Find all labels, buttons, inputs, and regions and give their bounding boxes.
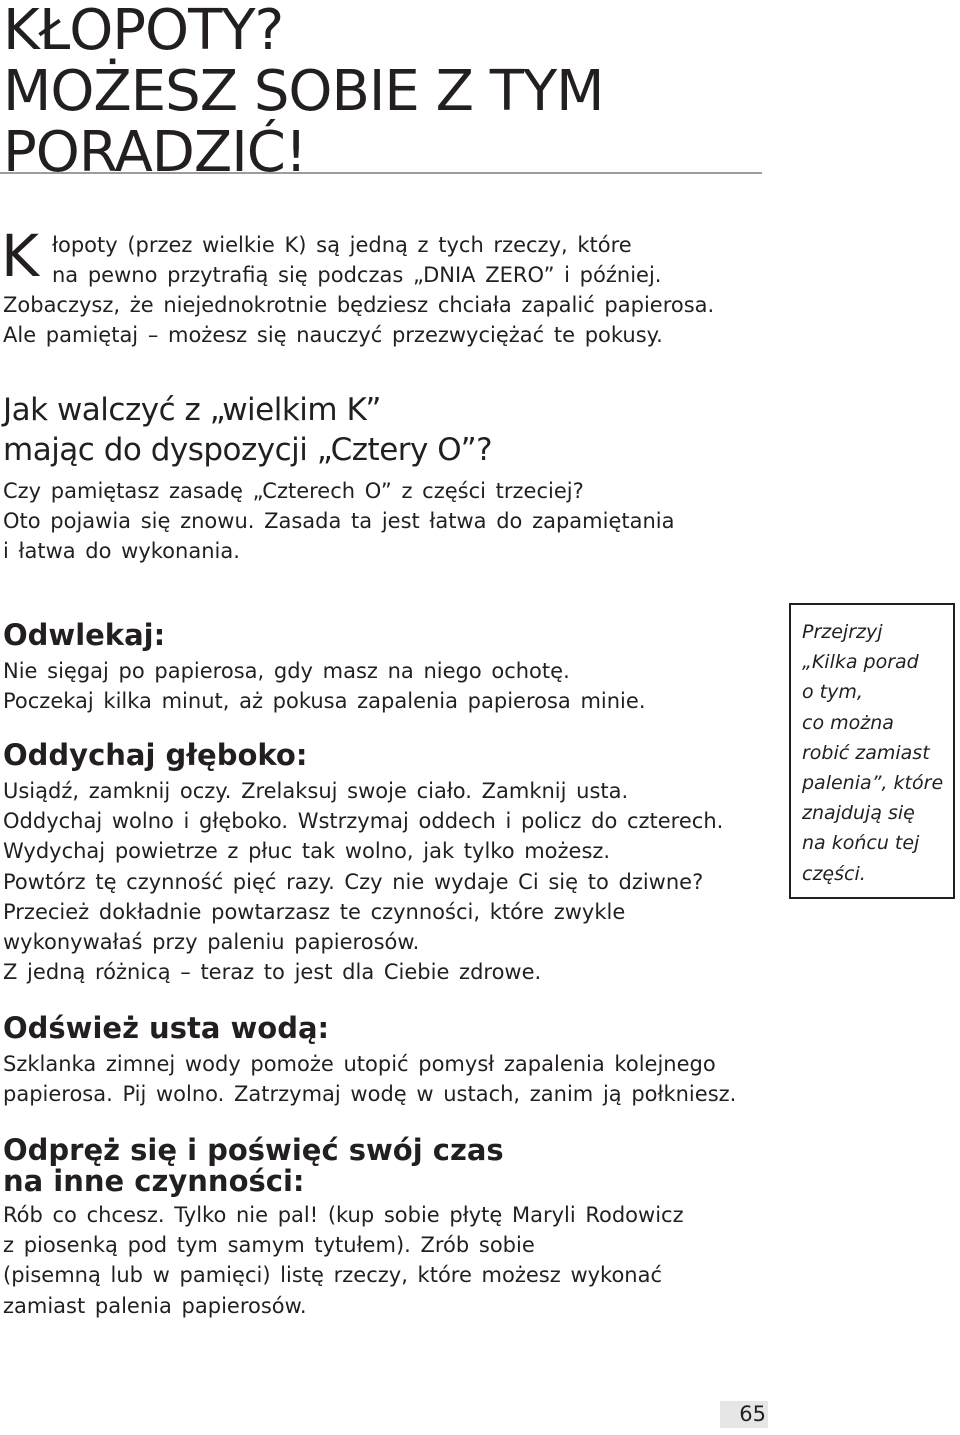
section-heading-relax	[3, 1135, 504, 1197]
intro-dropcap: K	[1, 222, 40, 290]
section-body-water	[3, 1049, 736, 1109]
intro-line: Zobaczysz, że niejednokrotnie będziesz chciała zapalić papierosa.	[3, 293, 715, 317]
section-heading-line: Odpręż się i poświęć swój czas	[3, 1133, 504, 1167]
sidebar-line: „Kilka porad	[802, 651, 919, 674]
sidebar-line: o tym,	[802, 681, 863, 704]
intro-line: łopoty (przez wielkie K) są jedną z tych rzeczy, które	[52, 233, 632, 257]
intro-paragraph-rest	[3, 290, 714, 350]
title-line-1: KŁOPOTY?	[3, 0, 284, 63]
section-line: z piosenką pod tym samym tytułem). Zrób sobie	[3, 1233, 535, 1258]
sidebar-line: części.	[802, 862, 866, 885]
section-line: papierosa. Pij wolno. Zatrzymaj wodę w ustach, zanim ją połkniesz.	[3, 1082, 737, 1107]
section-line: Szklanka zimnej wody pomoże utopić pomysł zapalenia kolejnego	[3, 1052, 716, 1076]
section-line: Rób co chcesz. Tylko nie pal! (kup sobie płytę Maryli Rodowicz	[3, 1203, 684, 1227]
section-line: Powtórz tę czynność pięć razy. Czy nie wydaje Ci się to dziwne?	[3, 869, 704, 894]
section-heading-line: na inne czynności:	[3, 1164, 305, 1198]
section-heading-line: Oddychaj głęboko:	[3, 738, 308, 772]
rule-line: Czy pamiętasz zasadę „Czterech O” z części trzeciej?	[3, 479, 584, 503]
section-heading-water	[3, 1013, 329, 1044]
section-heading-line: Odwlekaj:	[3, 618, 166, 652]
section-heading-line: Odśwież usta wodą:	[3, 1011, 330, 1045]
title-line-3: PORADZIĆ!	[3, 120, 307, 185]
rule-line: i łatwa do wykonania.	[3, 539, 240, 564]
section-body-delay	[3, 656, 646, 716]
intro-paragraph-top	[52, 230, 661, 290]
section-heading-breathe	[3, 740, 307, 771]
section-line: Usiądź, zamknij oczy. Zrelaksuj swoje ciało. Zamknij usta.	[3, 779, 629, 803]
section-body-relax	[3, 1200, 684, 1321]
section-line: zamiast palenia papierosów.	[3, 1293, 307, 1318]
sidebar-line: co można	[802, 711, 894, 734]
section-line: Nie sięgaj po papierosa, gdy masz na niego ochotę.	[3, 659, 570, 683]
sidebar-line: robić zamiast	[802, 741, 930, 764]
section-line: Z jedną różnicą – teraz to jest dla Ciebie zdrowe.	[3, 960, 542, 985]
page-number: 65	[739, 1402, 766, 1426]
section-line: Poczekaj kilka minut, aż pokusa zapalenia papierosa minie.	[3, 689, 646, 714]
section-line: Wydychaj powietrze z płuc tak wolno, jak tylko możesz.	[3, 839, 611, 864]
title-line-2: MOŻESZ SOBIE Z TYM	[3, 59, 604, 124]
rule-line: Oto pojawia się znowu. Zasada ta jest łatwa do zapamiętania	[3, 509, 675, 534]
section-line: wykonywałaś przy paleniu papierosów.	[3, 930, 420, 955]
section-heading-delay	[3, 620, 165, 651]
page-title	[3, 0, 604, 183]
subheading-line: Jak walczyć z „wielkim K”	[3, 392, 381, 428]
sidebar-line: znajdują się	[802, 802, 915, 825]
intro-line: Ale pamiętaj – możesz się nauczyć przezwyciężać te pokusy.	[3, 323, 663, 348]
rule-paragraph	[3, 476, 675, 567]
intro-line: na pewno przytrafią się podczas „DNIA ZERO” i później.	[52, 263, 662, 288]
section-line: Oddychaj wolno i głęboko. Wstrzymaj oddech i policz do czterech.	[3, 809, 724, 834]
section-body-breathe	[3, 776, 723, 987]
subheading-line: mając do dyspozycji „Cztery O”?	[3, 432, 493, 468]
section-line: (pisemną lub w pamięci) listę rzeczy, które możesz wykonać	[3, 1263, 663, 1288]
sidebar-note	[789, 603, 955, 899]
title-divider	[0, 172, 762, 174]
sidebar-line: na końcu tej	[802, 832, 920, 855]
sidebar-line: Przejrzyj	[802, 621, 883, 643]
subheading	[3, 390, 492, 470]
section-line: Przecież dokładnie powtarzasz te czynności, które zwykle	[3, 899, 626, 924]
sidebar-line: palenia”, które	[802, 772, 944, 795]
